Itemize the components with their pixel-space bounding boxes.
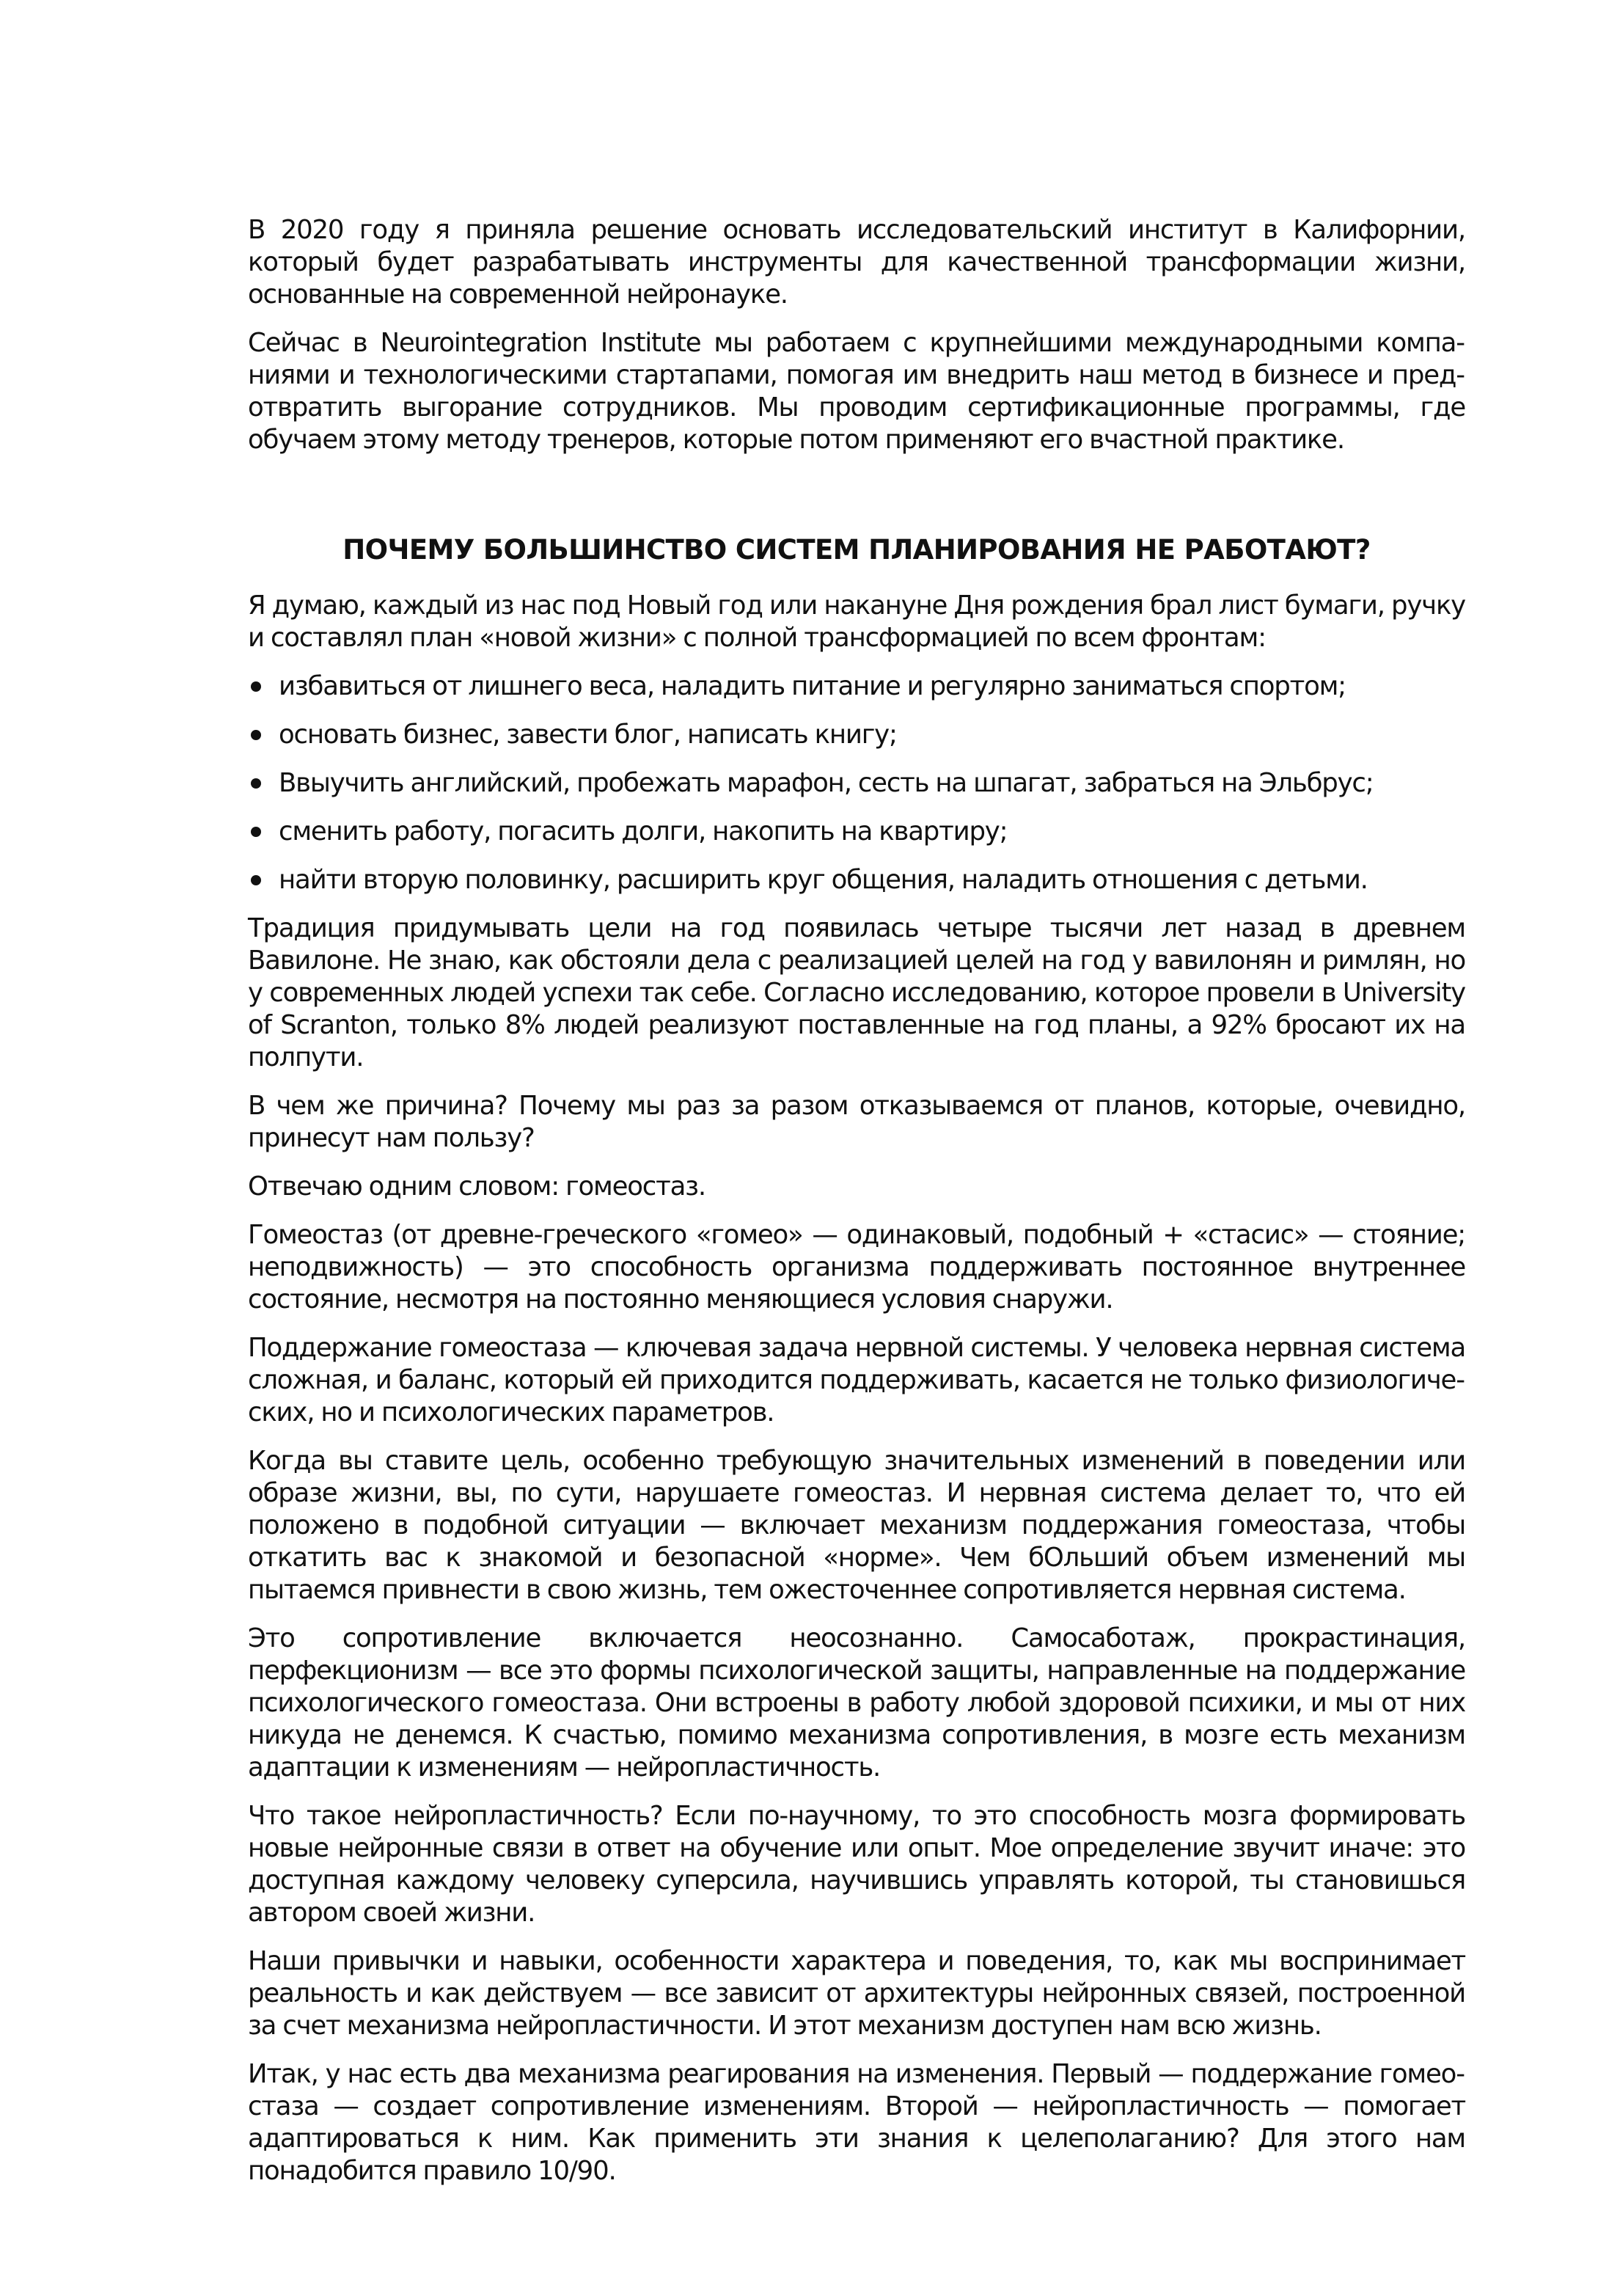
bullet-dot-icon — [251, 875, 261, 885]
body-paragraph-10: Итак, у нас есть два механизма реагирования на изменения. Первый — поддержание гомеостаза — создает сопротивление изменениям. Второй — нейропластичность — помогает адаптироваться к ним. Как применить эти знания к целеполаганию? Для этого нам понадобится правило 10/90. — [248, 2059, 1465, 2186]
goals-bullet-list — [248, 670, 1465, 896]
intro-paragraph-2: Сейчас в Neurointegration Institute мы работаем с крупнейшими международными компаниями и технологическими стартапами, помогая им внедрить наш метод в бизнесе и предотвратить выгорание сотрудников. Мы проводим сертификационные программы, где обучаем этому методу тренеров, которые потом применяют его вчастной практике. — [248, 328, 1465, 455]
body-paragraph-4: Гомеостаз (от древне-греческого «гомео» — одинаковый, подобный + «стасис» — стояние; неподвижность) — это способность организма поддерживать постоянное внутреннее состояние, несмотря на постоянно меняющиеся условия снаружи. — [248, 1220, 1465, 1315]
body-paragraph-3: Отвечаю одним словом: гомеостаз. — [248, 1171, 705, 1202]
list-item — [248, 767, 1465, 800]
list-item-text: найти вторую половинку, расширить круг общения, наладить отношения с детьми. — [279, 865, 1368, 895]
bullet-dot-icon — [251, 681, 261, 692]
list-item — [248, 816, 1465, 848]
list-item-text: избавиться от лишнего веса, наладить питание и регулярно заниматься спортом; — [279, 671, 1346, 701]
body-paragraph-2: В чем же причина? Почему мы раз за разом отказываемся от планов, которые, очевидно, принесут нам пользу? — [248, 1091, 1465, 1153]
bullet-dot-icon — [251, 778, 261, 789]
body-paragraph-1: Традиция придумывать цели на год появилась четыре тысячи лет назад в древнем Вавилоне. Не знаю, как обстояли дела с реализацией целей на год у вавилонян и римлян, но у современных людей успехи так себе. Согласно исследованию, которое провели в University of Scranton, только 8% людей реализуют поставленные на год планы, а 92% бросают их на полпути. — [248, 913, 1465, 1072]
body-paragraph-6: Когда вы ставите цель, особенно требующую значительных изменений в поведении или образе жизни, вы, по сути, нарушаете гомеостаз. И нервная система делает то, что ей положено в подобной ситуации — включает механизм поддержания гомеостаза, чтобы откатить вас к знакомой и безопасной «норме». Чем бОльший объем изменений мы пытаемся привнести в свою жизнь, тем ожесточеннее сопротивляется нервная система. — [248, 1446, 1465, 1605]
list-item-text: Ввыучить английский, пробежать марафон, сесть на шпагат, забраться на Эльбрус; — [279, 768, 1374, 798]
bullet-dot-icon — [251, 730, 261, 740]
list-item — [248, 719, 1465, 751]
intro-paragraph-1: В 2020 году я приняла решение основать исследовательский институт в Калифорнии, который будет разрабатывать инструменты для качественной трансформации жизни, основанные на современной нейронауке. — [248, 215, 1465, 310]
list-item-text: сменить работу, погасить долги, накопить на квартиру; — [279, 816, 1008, 847]
list-item-text: основать бизнес, завести блог, написать книгу; — [279, 720, 897, 750]
list-item — [248, 864, 1465, 896]
body-paragraph-9: Наши привычки и навыки, особенности характера и поведения, то, как мы воспринимает реальность и как действуем — все зависит от архитектуры нейронных связей, построенной за счет механизма нейропластичности. И этот механизм доступен нам всю жизнь. — [248, 1946, 1465, 2041]
list-item — [248, 670, 1465, 703]
body-paragraph-8: Что такое нейропластичность? Если по-научному, то это способность мозга формировать новые нейронные связи в ответ на обучение или опыт. Мое определение звучит иначе: это доступная каждому человеку суперсила, научившись управлять которой, ты становишься автором своей жизни. — [248, 1801, 1465, 1928]
page-content — [248, 214, 1465, 2204]
body-paragraph-5: Поддержание гомеостаза — ключевая задача нервной системы. У человека нервная система сложная, и баланс, который ей приходится поддерживать, касается не только физиологических, но и психологических параметров. — [248, 1333, 1465, 1427]
bullet-dot-icon — [251, 827, 261, 837]
lead-paragraph: Я думаю, каждый из нас под Новый год или накануне Дня рождения брал лист бумаги, ручку и составлял план «новой жизни» с полной трансформацией по всем фронтам: — [248, 591, 1465, 653]
section-heading: ПОЧЕМУ БОЛЬШИНСТВО СИСТЕМ ПЛАНИРОВАНИЯ НЕ РАБОТАЮТ? — [342, 534, 1371, 566]
body-paragraph-7: Это сопротивление включается неосознанно. Самосаботаж, прокрастинация, перфекционизм — все это формы психологической защиты, направленные на поддержание психологического гомеостаза. Они встроены в работу любой здоровой психики, и мы от них никуда не денемся. К счастью, помимо механизма сопротивления, в мозге есть механизм адаптации к изменениям — нейропластичность. — [248, 1623, 1465, 1783]
